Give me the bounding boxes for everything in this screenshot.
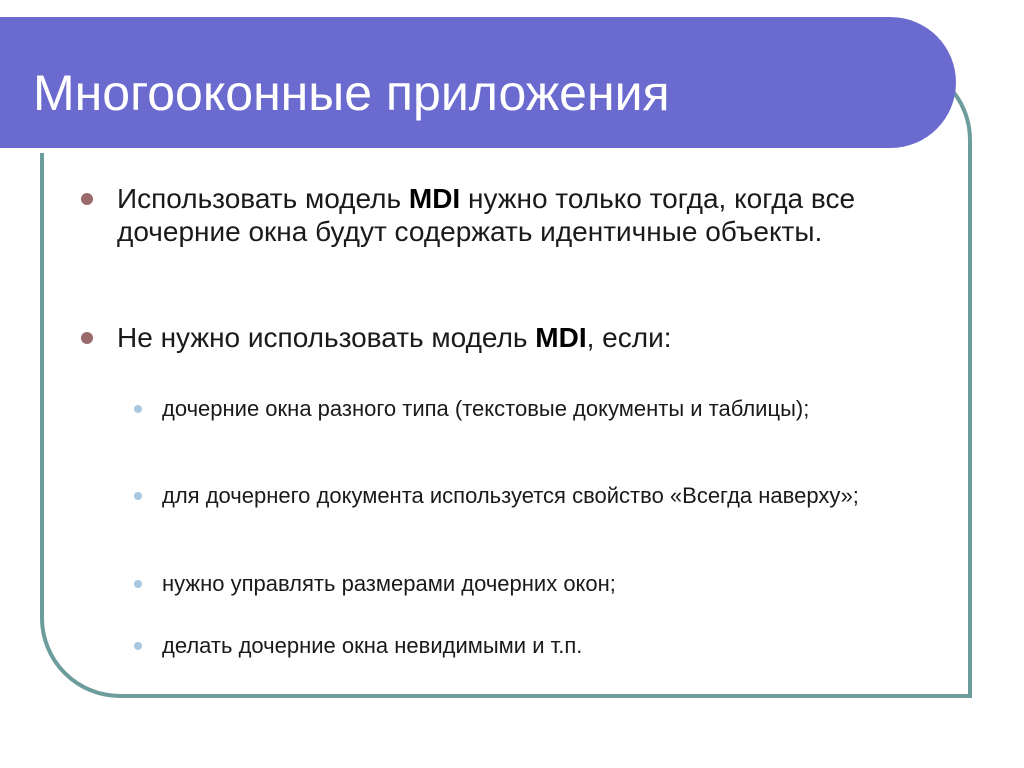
bullet-dot-icon: [81, 332, 93, 344]
sub-bullet-dot-icon: [134, 642, 142, 650]
sub-bullet-text: для дочернего документа используется свойство «Всегда наверху»;: [162, 483, 859, 508]
bullet-dot-icon: [81, 193, 93, 205]
bullet-item: [117, 321, 897, 354]
bullet-text: Не нужно использовать модель: [117, 322, 536, 353]
bullet-item: [117, 182, 897, 248]
bullet-text: , если:: [586, 322, 672, 353]
sub-bullet-dot-icon: [134, 580, 142, 588]
sub-bullet-item: [162, 570, 942, 597]
sub-bullet-item: [162, 632, 942, 659]
sub-bullet-text: дочерние окна разного типа (текстовые документы и таблицы);: [162, 396, 810, 421]
sub-bullet-text: нужно управлять размерами дочерних окон;: [162, 571, 616, 596]
bullet-bold-term: MDI: [535, 322, 587, 353]
sub-bullet-item: [162, 482, 942, 509]
sub-bullet-text: делать дочерние окна невидимыми и т.п.: [162, 633, 583, 658]
sub-bullet-dot-icon: [134, 492, 142, 500]
bullet-bold-term: MDI: [408, 183, 461, 214]
bullet-text: Использовать модель: [117, 183, 409, 214]
sub-bullet-dot-icon: [134, 405, 142, 413]
bullet-text: нужно только тогда, когда все дочерние окна будут содержать идентичные объекты.: [117, 183, 856, 247]
sub-bullet-item: [162, 395, 942, 422]
slide-title: Многооконные приложения: [33, 65, 670, 121]
